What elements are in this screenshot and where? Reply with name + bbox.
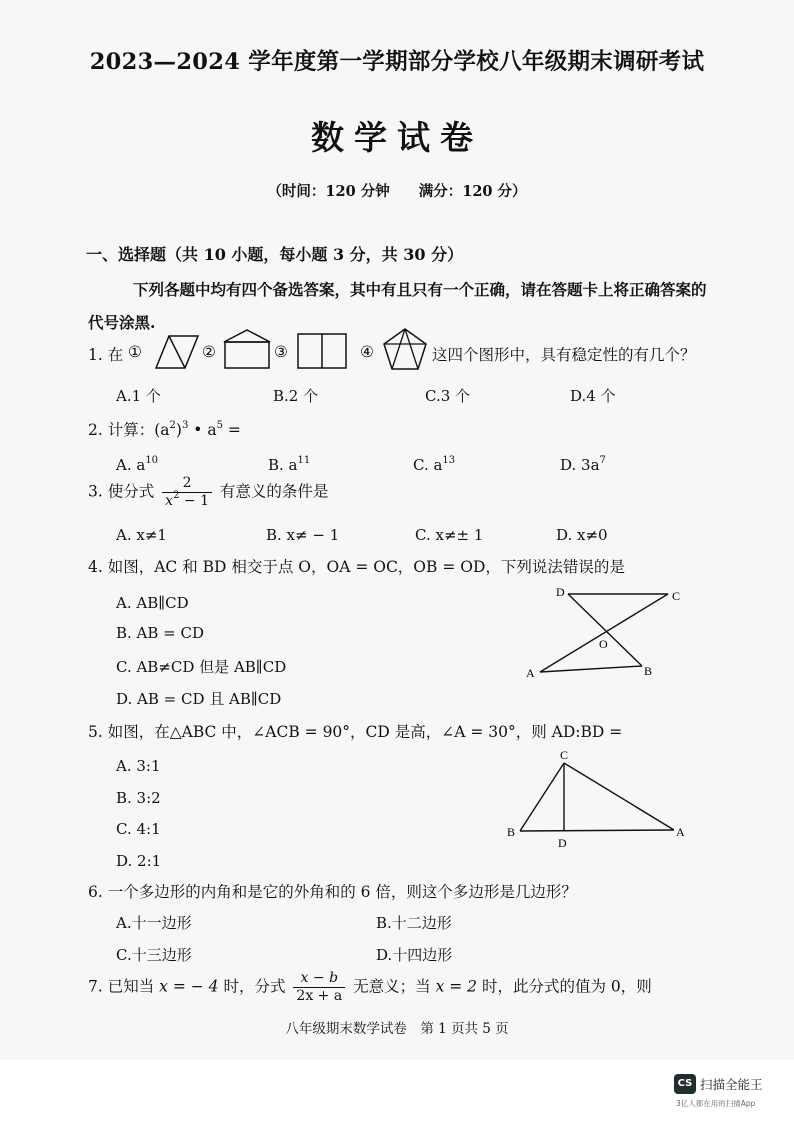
q4-option-b: B. AB = CD — [116, 624, 205, 642]
q3-denominator: $x^2 - 1$ — [165, 490, 209, 509]
q4-label-c: C — [672, 589, 681, 603]
q4-label-b: B — [644, 664, 653, 678]
q2-close: ) — [175, 421, 182, 439]
q1-mark-4: ④ — [360, 343, 374, 361]
q6-option-c: C.十三边形 — [116, 946, 192, 964]
q4-label-d: D — [556, 585, 565, 599]
q3-fraction — [162, 475, 212, 510]
q4-text: 4. 如图，AC 和 BD 相交于点 O，OA = OC，OB = OD，下列说法错误的是 — [88, 558, 625, 576]
q5-label-d: D — [558, 836, 567, 850]
watermark-name: 扫描全能王 — [700, 1077, 763, 1092]
q4-label-a: A — [526, 666, 535, 680]
q3-option-b: B. x≠ − 1 — [266, 526, 340, 544]
q7-condition-2: x = 2 — [435, 977, 478, 996]
q1-mark-3: ③ — [274, 343, 288, 361]
q3-suffix: 有意义的条件是 — [219, 482, 329, 501]
q1-mark-1: ① — [128, 343, 142, 361]
camscanner-logo-icon: CS — [674, 1074, 696, 1094]
q6-option-a: A.十一边形 — [116, 914, 192, 932]
exam-info: （时间：120 分钟 满分：120 分） — [267, 183, 527, 200]
q6-option-b: B.十二边形 — [376, 914, 452, 932]
q6-text: 6. 一个多边形的内角和是它的外角和的 6 倍，则这个多边形是几边形？ — [88, 883, 577, 901]
q3-expression — [88, 475, 328, 510]
q1-suffix: 这四个图形中，具有稳定性的有几个？ — [432, 346, 696, 364]
q2-exp-a: 5 — [216, 420, 223, 431]
q7-numerator: x − b — [293, 970, 345, 988]
q2-option-a: A. $a^{10}$ — [116, 455, 159, 474]
q5-label-c: C — [560, 748, 569, 762]
q1-rectangle-figure — [296, 332, 348, 370]
q2-prefix: 2. 计算： — [88, 421, 155, 439]
q5-option-a: A. 3:1 — [116, 757, 161, 775]
q1-option-c: C.3 个 — [425, 387, 471, 405]
q1-mark-2: ② — [202, 343, 216, 361]
q7-denominator: 2x + a — [296, 988, 343, 1004]
q7-mid-2: 无意义；当 — [353, 977, 431, 996]
q5-option-c: C. 4:1 — [116, 820, 161, 838]
q4-figure-crossing-segments — [520, 580, 700, 685]
q2-option-c: C. $a^{13}$ — [413, 455, 456, 474]
q2-expression — [88, 418, 241, 440]
instruction-line-2: 代号涂黑. — [88, 313, 156, 332]
q4-label-o: O — [599, 637, 608, 651]
q3-numerator: 2 — [162, 475, 212, 493]
q5-label-a: A — [676, 825, 685, 839]
q1-option-b: B.2 个 — [273, 387, 319, 405]
q1-prefix: 1. 在 — [88, 346, 124, 364]
q5-figure-right-triangle — [500, 745, 690, 851]
q1-house-figure — [222, 328, 272, 370]
q2-exp-outer: 3 — [181, 420, 189, 431]
page-footer: 八年级期末数学试卷 第 1 页共 5 页 — [285, 1021, 509, 1037]
q3-option-c: C. x≠± 1 — [415, 526, 484, 544]
q2-option-b: B. $a^{11}$ — [268, 455, 311, 474]
exam-title: 2023—2024 学年度第一学期部分学校八年级期末调研考试 — [89, 49, 705, 75]
q7-fraction — [293, 970, 345, 1005]
q2-base: (a — [154, 421, 170, 439]
q6-option-d: D.十四边形 — [376, 946, 453, 964]
q2-option-d: D. $3a^7$ — [560, 455, 606, 474]
q3-option-a: A. x≠1 — [116, 526, 167, 544]
q3-prefix: 3. 使分式 — [88, 482, 155, 501]
q1-parallelogram-figure — [154, 334, 200, 370]
q5-text: 5. 如图，在△ABC 中，∠ACB = 90°，CD 是高，∠A = 30°，则 AD:BD = — [88, 723, 623, 741]
q5-label-b: B — [507, 825, 516, 839]
q2-dot: • a — [188, 421, 217, 439]
q2-eq: = — [222, 421, 241, 439]
q1-option-d: D.4 个 — [570, 387, 616, 405]
q7-condition-1: x = − 4 — [159, 977, 219, 996]
q4-option-d: D. AB = CD 且 AB∥CD — [116, 690, 282, 708]
q4-option-a: A. AB∥CD — [116, 594, 189, 612]
q5-option-d: D. 2:1 — [116, 852, 162, 870]
instruction-line-1: 下列各题中均有四个备选答案，其中有且只有一个正确，请在答题卡上将正确答案的 — [133, 280, 707, 299]
q7-prefix: 7. 已知当 — [88, 977, 155, 996]
q1-option-a: A.1 个 — [116, 387, 161, 405]
q7-mid-1: 时，分式 — [223, 977, 286, 996]
q1-pentagon-figure — [382, 327, 428, 371]
q7-suffix: 时，此分式的值为 0，则 — [481, 977, 652, 996]
q4-option-c: C. AB≠CD 但是 AB∥CD — [116, 658, 287, 676]
q3-option-d: D. x≠0 — [556, 526, 608, 544]
section-heading: 一、选择题（共 10 小题，每小题 3 分，共 30 分） — [86, 245, 464, 264]
q5-option-b: B. 3:2 — [116, 789, 161, 807]
question-7 — [88, 970, 652, 1005]
watermark-tagline: 3亿人都在用的扫描App — [676, 1099, 756, 1108]
q2-exp-inner: 2 — [169, 420, 176, 431]
subject-title: 数学试卷 — [311, 118, 483, 157]
